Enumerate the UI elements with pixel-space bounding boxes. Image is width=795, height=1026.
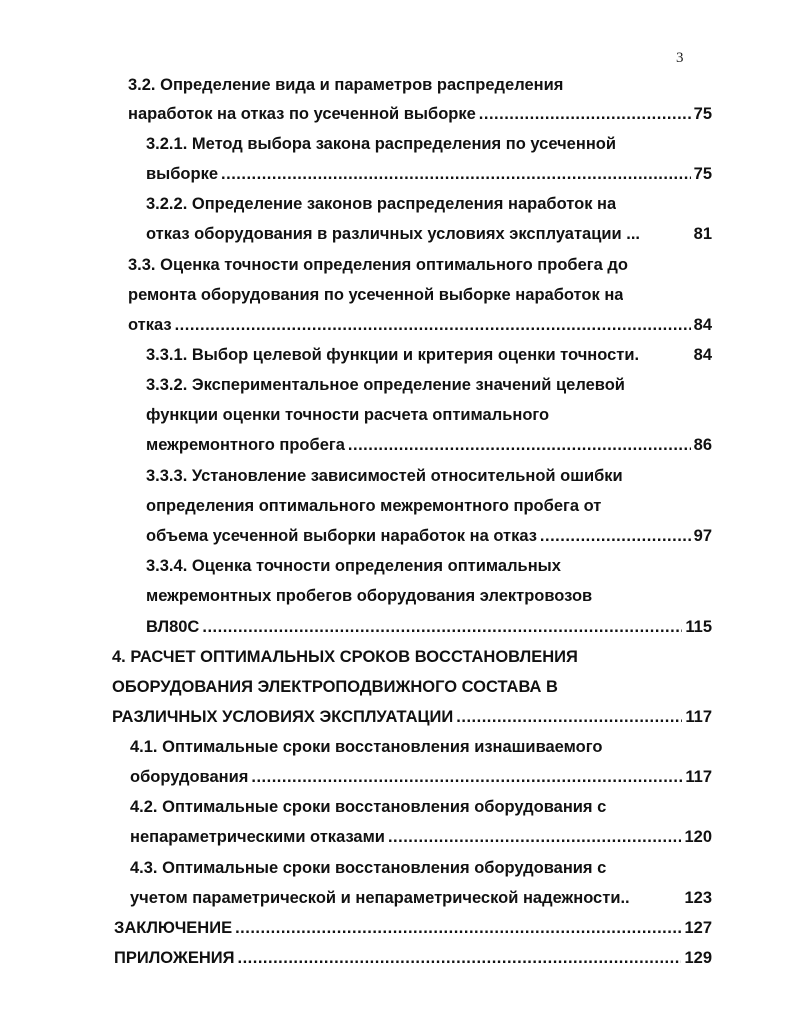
leader-dots (221, 161, 691, 187)
leader-dots (175, 312, 691, 338)
toc-entry-3-3-4-line-2: межремонтных пробегов оборудования электровозов (146, 587, 593, 605)
toc-page-number: 123 (684, 889, 712, 907)
leader-dots (235, 915, 681, 941)
toc-entry-3-2-2-line-2: отказ оборудования в различных условиях эксплуатации ... 81 (146, 221, 712, 247)
toc-page-number: 127 (684, 919, 712, 937)
toc-page-number: 120 (684, 828, 712, 846)
toc-page-number: 75 (693, 165, 712, 183)
toc-entry-4-3-line-2: учетом параметрической и непараметрической надежности.. 123 (130, 885, 712, 911)
toc-entry-3-3-4-line-1: 3.3.4. Оценка точности определения оптимальных (146, 557, 561, 575)
toc-entry-3-3-1: 3.3.1. Выбор целевой функции и критерия оценки точности. 84 (146, 342, 712, 368)
toc-entry-4-3-line-1: 4.3. Оптимальные сроки восстановления оборудования с (130, 859, 607, 877)
toc-entry-3-3-3-line-1: 3.3.3. Установление зависимостей относительной ошибки (146, 467, 623, 485)
leader-dots (237, 945, 681, 971)
toc-page-number: 115 (685, 618, 712, 636)
toc-entry-3-3-2-line-3: межремонтного пробега ..... 86 (146, 432, 712, 458)
toc-entry-3-3-3-line-2: определения оптимального межремонтного пробега от (146, 497, 602, 515)
toc-entry-4-1-line-1: 4.1. Оптимальные сроки восстановления изнашиваемого (130, 738, 603, 756)
leader-dots (202, 614, 682, 640)
page-number: 3 (676, 50, 684, 66)
toc-page-number: 117 (685, 708, 712, 726)
toc-page-number: 81 (693, 225, 712, 243)
toc-entry-4-line-2: ОБОРУДОВАНИЯ ЭЛЕКТРОПОДВИЖНОГО СОСТАВА В (112, 678, 558, 696)
leader-dots (479, 101, 691, 127)
toc-entry-3-3-2-line-1: 3.3.2. Экспериментальное определение значений целевой (146, 376, 625, 394)
toc-entry-4-2-line-2: непараметрическими отказами ..... 120 (130, 824, 712, 850)
toc-entry-3-2-line-2: наработок на отказ по усеченной выборке ..... 75 (128, 101, 712, 127)
leader-dots (388, 824, 682, 850)
toc-page-number: 84 (693, 346, 712, 364)
toc-page-number: 86 (693, 436, 712, 454)
toc-entry-3-2-1-line-1: 3.2.1. Метод выбора закона распределения по усеченной (146, 135, 617, 153)
toc-entry-3-2-2-line-1: 3.2.2. Определение законов распределения наработок на (146, 195, 617, 213)
toc-entry-appendices: ПРИЛОЖЕНИЯ ..... 129 (114, 945, 712, 971)
toc-page-number: 117 (685, 768, 712, 786)
toc-page-number: 75 (693, 105, 712, 123)
toc-entry-3-3-line-2: ремонта оборудования по усеченной выборке наработок на (128, 286, 624, 304)
toc-entry-3-3-4-line-3: ВЛ80С ..... 115 (146, 614, 712, 640)
leader-dots (540, 523, 691, 549)
leader-dots (456, 704, 682, 730)
toc-entry-3-3-2-line-2: функции оценки точности расчета оптимального (146, 406, 550, 424)
toc-entry-3-3-line-1: 3.3. Оценка точности определения оптимального пробега до (128, 256, 628, 274)
toc-entry-3-3-3-line-3: объема усеченной выборки наработок на отказ ..... 97 (146, 523, 712, 549)
leader-dots (251, 764, 682, 790)
toc-entry-conclusion: ЗАКЛЮЧЕНИЕ ..... 127 (114, 915, 712, 941)
toc-entry-3-2-1-line-2: выборке ..... 75 (146, 161, 712, 187)
leader-dots (348, 432, 691, 458)
toc-entry-4-2-line-1: 4.2. Оптимальные сроки восстановления оборудования с (130, 798, 607, 816)
toc-entry-4-1-line-2: оборудования ..... 117 (130, 764, 712, 790)
toc-entry-4-line-3: РАЗЛИЧНЫХ УСЛОВИЯХ ЭКСПЛУАТАЦИИ ..... 117 (112, 704, 712, 730)
toc-page-number: 129 (684, 949, 712, 967)
toc-entry-3-3-line-3: отказ ..... 84 (128, 312, 712, 338)
toc-page-number: 97 (693, 527, 712, 545)
toc-entry-4-line-1: 4. РАСЧЕТ ОПТИМАЛЬНЫХ СРОКОВ ВОССТАНОВЛЕНИЯ (112, 648, 578, 666)
toc-entry-3-2-line-1: 3.2. Определение вида и параметров распределения (128, 76, 564, 94)
toc-page-number: 84 (693, 316, 712, 334)
